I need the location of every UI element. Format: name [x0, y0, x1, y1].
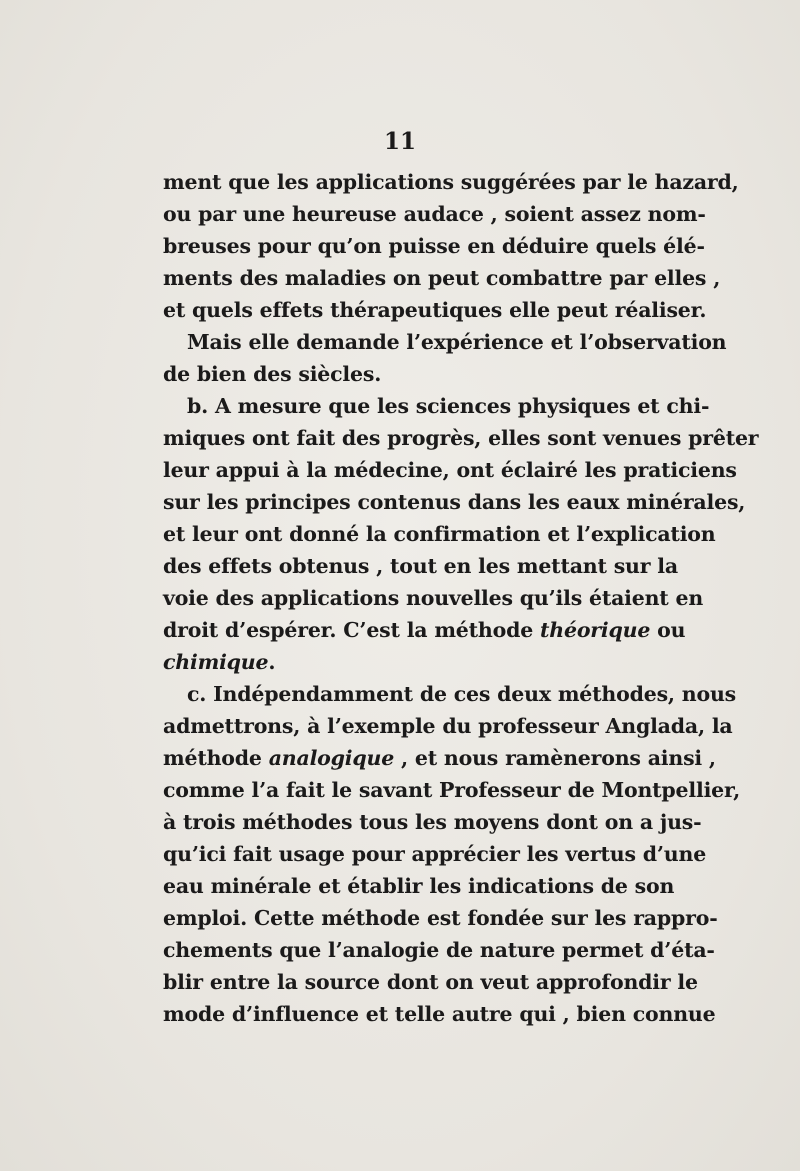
text-line: eau minérale et établir les indications de son	[163, 874, 675, 898]
text-line	[163, 742, 716, 774]
text-line: blir entre la source dont on veut approfondir le	[163, 970, 698, 994]
text-line: admettrons, à l’exemple du professeur Anglada, la	[163, 714, 733, 738]
text-line: ment que les applications suggérées par le hazard,	[163, 170, 739, 194]
text-line: leur appui à la médecine, ont éclairé les praticiens	[163, 458, 737, 482]
body-text	[163, 166, 759, 1030]
text-line: Mais elle demande l’expérience et l’observation	[187, 330, 727, 354]
text-line: c. Indépendamment de ces deux méthodes, nous	[187, 682, 737, 706]
text-line: voie des applications nouvelles qu’ils étaient en	[163, 586, 704, 610]
text-line: qu’ici fait usage pour apprécier les vertus d’une	[163, 842, 707, 866]
text-line: ments des maladies on peut combattre par elles ,	[163, 266, 721, 290]
text-segment: méthode	[163, 746, 269, 770]
text-line: des effets obtenus , tout en les mettant sur la	[163, 554, 678, 578]
text-line: et quels effets thérapeutiques elle peut réaliser.	[163, 298, 707, 322]
italic-term: chimique	[163, 650, 269, 674]
text-line: miques ont fait des progrès, elles sont venues prêter	[163, 426, 759, 450]
text-line: et leur ont donné la confirmation et l’explication	[163, 522, 716, 546]
text-line: breuses pour qu’on puisse en déduire quels élé-	[163, 234, 705, 258]
italic-term: théorique	[540, 618, 651, 642]
text-line: mode d’influence et telle autre qui , bien connue	[163, 1002, 716, 1026]
page-number: 11	[383, 128, 416, 155]
text-line: sur les principes contenus dans les eaux minérales,	[163, 490, 746, 514]
text-line: chements que l’analogie de nature permet d’éta-	[163, 938, 715, 962]
italic-term: analogique	[268, 746, 395, 770]
text-segment: .	[268, 650, 276, 674]
text-segment: ou	[650, 618, 686, 642]
text-line: emploi. Cette méthode est fondée sur les rappro-	[163, 906, 718, 930]
text-line: de bien des siècles.	[163, 362, 382, 386]
text-segment: , et nous ramènerons ainsi ,	[394, 746, 716, 770]
text-line: ou par une heureuse audace , soient assez nom-	[163, 202, 706, 226]
text-line	[163, 614, 686, 646]
text-line	[163, 646, 657, 678]
text-line: b. A mesure que les sciences physiques et chi-	[187, 394, 710, 418]
text-line: comme l’a fait le savant Professeur de Montpellier,	[163, 778, 741, 802]
text-line: à trois méthodes tous les moyens dont on a jus-	[163, 810, 702, 834]
text-segment: droit d’espérer. C’est la méthode	[163, 618, 541, 642]
